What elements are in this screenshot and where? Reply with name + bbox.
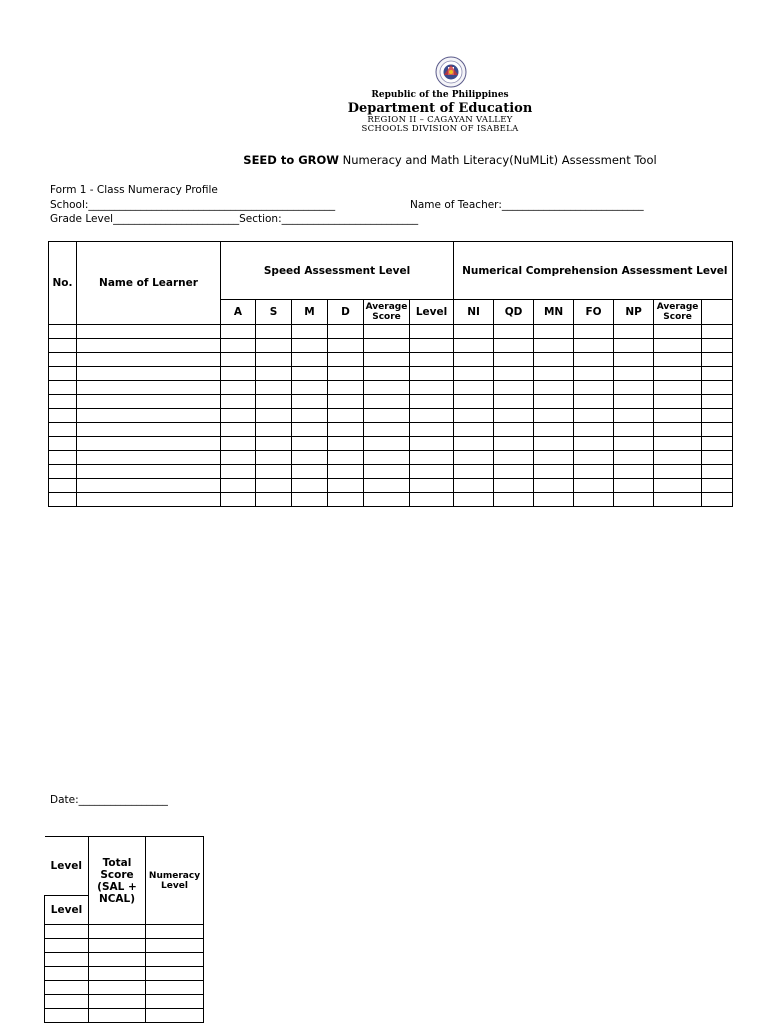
table-cell[interactable] xyxy=(146,967,204,981)
class-profile-table-wrap xyxy=(48,241,728,517)
table-cell[interactable] xyxy=(574,353,614,367)
table-cell[interactable] xyxy=(574,437,614,451)
table-cell[interactable] xyxy=(49,381,77,395)
table-cell[interactable] xyxy=(256,409,292,423)
table-cell[interactable] xyxy=(77,325,221,339)
table-cell[interactable] xyxy=(614,395,654,409)
table-cell[interactable] xyxy=(77,353,221,367)
deped-seal-logo xyxy=(427,55,475,89)
table-cell[interactable] xyxy=(614,479,654,493)
table-cell[interactable] xyxy=(702,451,733,465)
table-row xyxy=(49,381,733,395)
table-row xyxy=(49,493,733,507)
table-cell[interactable] xyxy=(654,367,702,381)
table-cell[interactable] xyxy=(494,465,534,479)
table-cell[interactable] xyxy=(49,493,77,507)
table-cell[interactable] xyxy=(328,325,364,339)
table-cell[interactable] xyxy=(654,493,702,507)
table-row xyxy=(49,325,733,339)
table-cell[interactable] xyxy=(702,409,733,423)
table-cell[interactable] xyxy=(534,437,574,451)
table-cell[interactable] xyxy=(221,339,256,353)
table-cell[interactable] xyxy=(364,339,410,353)
table-cell[interactable] xyxy=(534,479,574,493)
table-cell[interactable] xyxy=(89,925,146,939)
table-cell[interactable] xyxy=(494,395,534,409)
school-field: School:_______________________________________________ xyxy=(50,199,336,211)
table-cell[interactable] xyxy=(146,981,204,995)
table-cell[interactable] xyxy=(221,437,256,451)
table-cell[interactable] xyxy=(410,423,454,437)
date-field: Date:_________________ xyxy=(50,794,168,806)
table-cell[interactable] xyxy=(256,465,292,479)
table-cell[interactable] xyxy=(614,493,654,507)
table-row xyxy=(49,423,733,437)
table-cell[interactable] xyxy=(702,353,733,367)
table-row xyxy=(49,353,733,367)
table-cell[interactable] xyxy=(654,409,702,423)
table-cell[interactable] xyxy=(534,353,574,367)
speed-col-header: A xyxy=(221,300,256,325)
table-cell[interactable] xyxy=(410,353,454,367)
table-row xyxy=(49,409,733,423)
table-cell[interactable] xyxy=(702,437,733,451)
table-cell[interactable] xyxy=(454,325,494,339)
table-cell[interactable] xyxy=(45,995,89,1009)
table-cell[interactable] xyxy=(534,409,574,423)
table-cell[interactable] xyxy=(410,409,454,423)
table-cell[interactable] xyxy=(574,325,614,339)
header-level-sub: Level xyxy=(45,896,89,925)
table-cell[interactable] xyxy=(454,409,494,423)
table-cell[interactable] xyxy=(574,339,614,353)
table-row xyxy=(45,939,204,953)
table-cell[interactable] xyxy=(328,381,364,395)
table-cell[interactable] xyxy=(654,465,702,479)
table-cell[interactable] xyxy=(614,437,654,451)
table-cell[interactable] xyxy=(494,479,534,493)
table-cell[interactable] xyxy=(77,367,221,381)
table-cell[interactable] xyxy=(328,493,364,507)
table-cell[interactable] xyxy=(364,437,410,451)
table-cell[interactable] xyxy=(221,465,256,479)
table-cell[interactable] xyxy=(454,465,494,479)
table-cell[interactable] xyxy=(614,465,654,479)
numerical-col-header: FO xyxy=(574,300,614,325)
table-cell[interactable] xyxy=(614,353,654,367)
table-cell[interactable] xyxy=(221,479,256,493)
table-cell[interactable] xyxy=(45,967,89,981)
table-cell[interactable] xyxy=(494,353,534,367)
table-row xyxy=(49,479,733,493)
header-numeracy-level: Numeracy Level xyxy=(146,837,204,925)
table-cell[interactable] xyxy=(77,437,221,451)
table-cell[interactable] xyxy=(221,395,256,409)
table-cell[interactable] xyxy=(702,367,733,381)
table-cell[interactable] xyxy=(292,381,328,395)
table-cell[interactable] xyxy=(256,325,292,339)
speed-col-header: M xyxy=(292,300,328,325)
table-cell[interactable] xyxy=(49,339,77,353)
table-cell[interactable] xyxy=(256,395,292,409)
table-cell[interactable] xyxy=(410,493,454,507)
table-cell[interactable] xyxy=(702,493,733,507)
table-cell[interactable] xyxy=(328,423,364,437)
table-cell[interactable] xyxy=(534,493,574,507)
table-cell[interactable] xyxy=(454,339,494,353)
table-cell[interactable] xyxy=(654,353,702,367)
table-cell[interactable] xyxy=(364,479,410,493)
table-cell[interactable] xyxy=(292,367,328,381)
header-no: No. xyxy=(49,242,77,325)
header-region: REGION II – CAGAYAN VALLEY xyxy=(367,115,513,125)
table-cell[interactable] xyxy=(702,325,733,339)
table-cell[interactable] xyxy=(574,423,614,437)
speed-col-header: D xyxy=(328,300,364,325)
table-cell[interactable] xyxy=(146,995,204,1009)
table-cell[interactable] xyxy=(292,465,328,479)
form-label: Form 1 - Class Numeracy Profile xyxy=(50,184,218,196)
class-profile-table xyxy=(48,241,733,507)
table-cell[interactable] xyxy=(364,353,410,367)
table-cell[interactable] xyxy=(292,423,328,437)
table-cell[interactable] xyxy=(89,953,146,967)
table-cell[interactable] xyxy=(364,451,410,465)
table-cell[interactable] xyxy=(77,451,221,465)
table-cell[interactable] xyxy=(292,325,328,339)
table-cell[interactable] xyxy=(146,925,204,939)
table-cell[interactable] xyxy=(574,451,614,465)
table-row xyxy=(45,1009,204,1023)
table-cell[interactable] xyxy=(494,437,534,451)
table-cell[interactable] xyxy=(221,381,256,395)
table-cell[interactable] xyxy=(256,493,292,507)
table-cell[interactable] xyxy=(454,395,494,409)
table-cell[interactable] xyxy=(410,367,454,381)
table-cell[interactable] xyxy=(454,493,494,507)
numeracy-summary-table-wrap xyxy=(44,836,204,1024)
table-cell[interactable] xyxy=(454,437,494,451)
table-cell[interactable] xyxy=(256,367,292,381)
table-cell[interactable] xyxy=(534,465,574,479)
table-cell[interactable] xyxy=(89,1009,146,1023)
table-cell[interactable] xyxy=(328,437,364,451)
table-cell[interactable] xyxy=(49,437,77,451)
table-cell[interactable] xyxy=(328,367,364,381)
table-cell[interactable] xyxy=(654,451,702,465)
table-cell[interactable] xyxy=(654,381,702,395)
table-cell[interactable] xyxy=(534,381,574,395)
table-cell[interactable] xyxy=(454,367,494,381)
document-title xyxy=(200,153,700,167)
table-cell[interactable] xyxy=(702,465,733,479)
table-cell[interactable] xyxy=(534,325,574,339)
table-cell[interactable] xyxy=(494,339,534,353)
table-row xyxy=(49,465,733,479)
header-division: SCHOOLS DIVISION OF ISABELA xyxy=(361,124,519,134)
table-cell[interactable] xyxy=(256,451,292,465)
table-row xyxy=(45,967,204,981)
table-cell[interactable] xyxy=(146,953,204,967)
table-cell[interactable] xyxy=(77,339,221,353)
table-row xyxy=(49,339,733,353)
table-cell[interactable] xyxy=(454,381,494,395)
table-cell[interactable] xyxy=(654,479,702,493)
numerical-col-header: QD xyxy=(494,300,534,325)
title-rest: Numeracy and Math Literacy(NuMLit) Assessment Tool xyxy=(338,153,657,167)
table-cell[interactable] xyxy=(49,367,77,381)
table-cell[interactable] xyxy=(614,451,654,465)
table-cell[interactable] xyxy=(292,339,328,353)
table-cell[interactable] xyxy=(614,339,654,353)
table-cell[interactable] xyxy=(221,367,256,381)
table-cell[interactable] xyxy=(49,353,77,367)
numerical-col-header: NP xyxy=(614,300,654,325)
table-cell[interactable] xyxy=(45,925,89,939)
table-cell[interactable] xyxy=(89,995,146,1009)
header-republic: Republic of the Philippines xyxy=(371,90,509,100)
table-cell[interactable] xyxy=(654,339,702,353)
table-cell[interactable] xyxy=(89,967,146,981)
table-cell[interactable] xyxy=(292,353,328,367)
table-cell[interactable] xyxy=(654,437,702,451)
table-cell[interactable] xyxy=(49,451,77,465)
header-learner-name: Name of Learner xyxy=(77,242,221,325)
table-cell[interactable] xyxy=(574,479,614,493)
table-cell[interactable] xyxy=(77,465,221,479)
table-cell[interactable] xyxy=(614,367,654,381)
table-cell[interactable] xyxy=(410,339,454,353)
table-cell[interactable] xyxy=(574,381,614,395)
table-cell[interactable] xyxy=(256,353,292,367)
table-cell[interactable] xyxy=(256,437,292,451)
table-cell[interactable] xyxy=(654,423,702,437)
table-cell[interactable] xyxy=(534,451,574,465)
table-cell[interactable] xyxy=(49,395,77,409)
table-cell[interactable] xyxy=(410,465,454,479)
table-cell[interactable] xyxy=(574,409,614,423)
table-cell[interactable] xyxy=(410,479,454,493)
table-row xyxy=(45,995,204,1009)
table-cell[interactable] xyxy=(702,339,733,353)
table-row xyxy=(45,981,204,995)
table-cell[interactable] xyxy=(364,395,410,409)
speed-col-header: S xyxy=(256,300,292,325)
table-cell[interactable] xyxy=(77,395,221,409)
table-cell[interactable] xyxy=(574,367,614,381)
table-cell[interactable] xyxy=(654,325,702,339)
table-cell[interactable] xyxy=(292,395,328,409)
table-cell[interactable] xyxy=(410,395,454,409)
grade-section-field: Grade Level________________________Section:__________________________ xyxy=(50,213,419,225)
table-cell[interactable] xyxy=(49,423,77,437)
teacher-field: Name of Teacher:___________________________ xyxy=(410,199,644,211)
table-cell[interactable] xyxy=(328,339,364,353)
table-cell[interactable] xyxy=(702,381,733,395)
header-speed-assessment: Speed Assessment Level xyxy=(221,242,454,300)
table-cell[interactable] xyxy=(45,939,89,953)
table-cell[interactable] xyxy=(77,409,221,423)
table-cell[interactable] xyxy=(45,981,89,995)
table-cell[interactable] xyxy=(89,939,146,953)
table-cell[interactable] xyxy=(702,423,733,437)
table-cell[interactable] xyxy=(49,409,77,423)
table-cell[interactable] xyxy=(454,479,494,493)
table-row xyxy=(49,451,733,465)
table-cell[interactable] xyxy=(494,325,534,339)
table-cell[interactable] xyxy=(574,395,614,409)
table-cell[interactable] xyxy=(614,381,654,395)
table-cell[interactable] xyxy=(256,423,292,437)
table-row xyxy=(49,437,733,451)
table-cell[interactable] xyxy=(494,367,534,381)
table-cell[interactable] xyxy=(410,381,454,395)
table-cell[interactable] xyxy=(77,423,221,437)
numeracy-summary-table xyxy=(44,836,204,1023)
table-cell[interactable] xyxy=(328,409,364,423)
numerical-col-header-extra xyxy=(702,300,733,325)
table-cell[interactable] xyxy=(534,367,574,381)
table-cell[interactable] xyxy=(221,451,256,465)
table-cell[interactable] xyxy=(45,1009,89,1023)
table-cell[interactable] xyxy=(534,423,574,437)
header-total-score: Total Score (SAL + NCAL) xyxy=(89,837,146,925)
numerical-col-header: Average Score xyxy=(654,300,702,325)
table-cell[interactable] xyxy=(494,409,534,423)
header-numerical-comprehension: Numerical Comprehension Assessment Level xyxy=(454,242,733,300)
table-cell[interactable] xyxy=(702,395,733,409)
table-cell[interactable] xyxy=(146,939,204,953)
table-row xyxy=(45,925,204,939)
table-cell[interactable] xyxy=(256,339,292,353)
table-cell[interactable] xyxy=(534,395,574,409)
table-row xyxy=(45,953,204,967)
table-cell[interactable] xyxy=(49,325,77,339)
table-cell[interactable] xyxy=(454,451,494,465)
table-cell[interactable] xyxy=(146,1009,204,1023)
table-cell[interactable] xyxy=(292,493,328,507)
table-cell[interactable] xyxy=(364,493,410,507)
speed-col-header: Level xyxy=(410,300,454,325)
table-cell[interactable] xyxy=(221,325,256,339)
table-cell[interactable] xyxy=(574,465,614,479)
table-cell[interactable] xyxy=(45,953,89,967)
table-cell[interactable] xyxy=(364,465,410,479)
title-bold: SEED to GROW xyxy=(243,153,339,167)
table-cell[interactable] xyxy=(256,381,292,395)
table-cell[interactable] xyxy=(221,353,256,367)
table-cell[interactable] xyxy=(328,395,364,409)
table-cell[interactable] xyxy=(328,451,364,465)
table-cell[interactable] xyxy=(410,325,454,339)
table-cell[interactable] xyxy=(614,409,654,423)
table-cell[interactable] xyxy=(89,981,146,995)
table-cell[interactable] xyxy=(410,451,454,465)
table-cell[interactable] xyxy=(328,479,364,493)
table-cell[interactable] xyxy=(454,353,494,367)
speed-col-header: Average Score xyxy=(364,300,410,325)
table-cell[interactable] xyxy=(221,423,256,437)
table-cell[interactable] xyxy=(364,381,410,395)
table-cell[interactable] xyxy=(534,339,574,353)
numerical-col-header: NI xyxy=(454,300,494,325)
table-row xyxy=(49,395,733,409)
table-cell[interactable] xyxy=(494,451,534,465)
table-cell[interactable] xyxy=(77,479,221,493)
table-cell[interactable] xyxy=(256,479,292,493)
table-cell[interactable] xyxy=(221,409,256,423)
table-row xyxy=(49,367,733,381)
table-cell[interactable] xyxy=(494,493,534,507)
header-level: Level xyxy=(45,837,89,896)
table-cell[interactable] xyxy=(221,493,256,507)
table-cell[interactable] xyxy=(574,493,614,507)
table-cell[interactable] xyxy=(364,409,410,423)
table-cell[interactable] xyxy=(292,479,328,493)
table-cell[interactable] xyxy=(364,367,410,381)
table-cell[interactable] xyxy=(364,325,410,339)
table-cell[interactable] xyxy=(328,353,364,367)
table-cell[interactable] xyxy=(49,479,77,493)
table-cell[interactable] xyxy=(364,423,410,437)
table-cell[interactable] xyxy=(410,437,454,451)
table-cell[interactable] xyxy=(702,479,733,493)
table-cell[interactable] xyxy=(454,423,494,437)
table-cell[interactable] xyxy=(494,423,534,437)
table-cell[interactable] xyxy=(49,465,77,479)
table-cell[interactable] xyxy=(77,381,221,395)
numerical-col-header: MN xyxy=(534,300,574,325)
table-cell[interactable] xyxy=(292,409,328,423)
table-cell[interactable] xyxy=(614,325,654,339)
table-cell[interactable] xyxy=(292,437,328,451)
table-cell[interactable] xyxy=(494,381,534,395)
table-cell[interactable] xyxy=(328,465,364,479)
table-cell[interactable] xyxy=(654,395,702,409)
table-cell[interactable] xyxy=(77,493,221,507)
table-cell[interactable] xyxy=(292,451,328,465)
header-department: Department of Education xyxy=(347,101,533,116)
table-cell[interactable] xyxy=(614,423,654,437)
